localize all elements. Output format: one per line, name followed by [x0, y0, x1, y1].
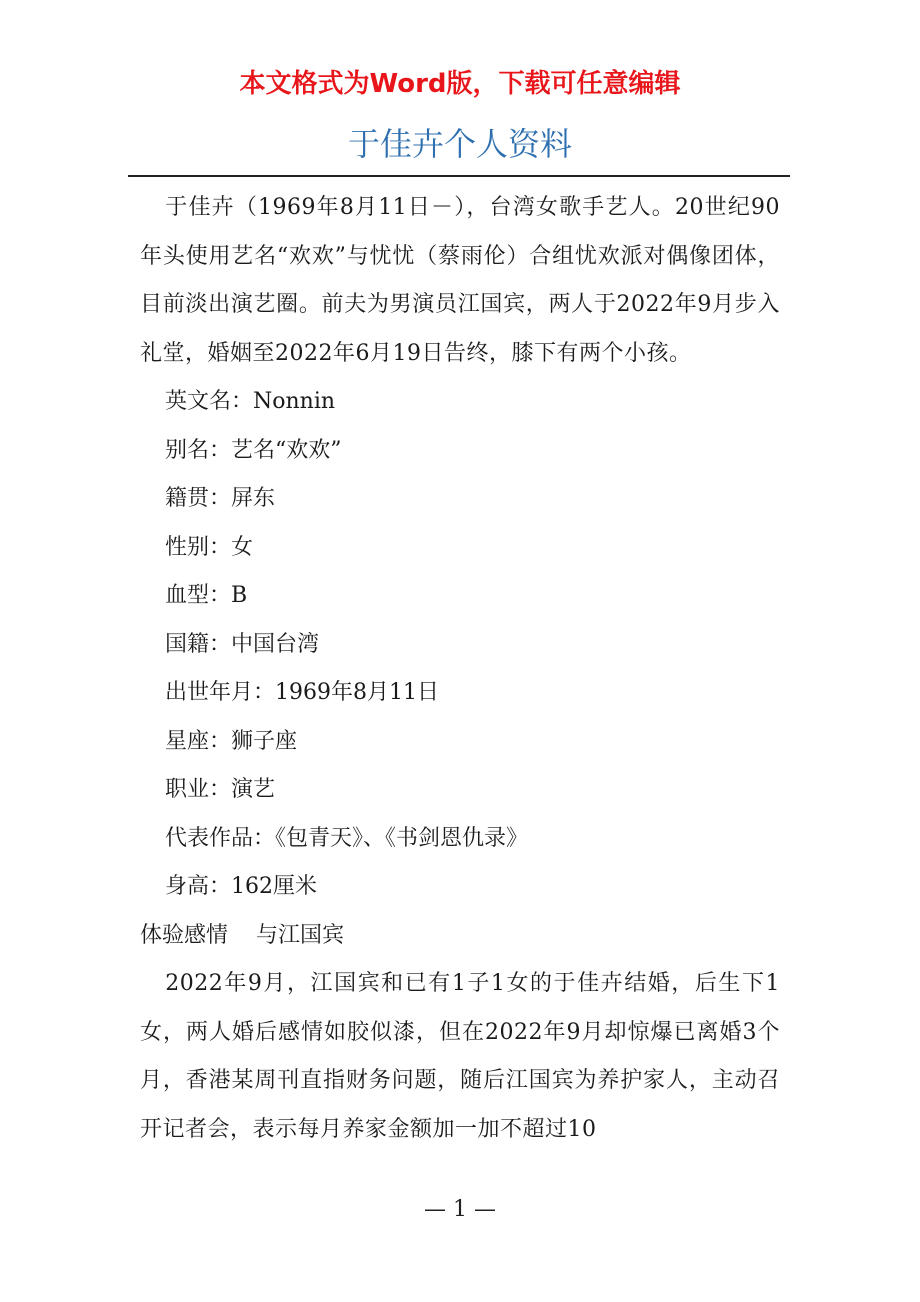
- section-paragraph: 2022年9月，江国宾和已有1子1女的于佳卉结婚，后生下1女，两人婚后感情如胶似漆，但在2022年9月却惊爆已离婚3个月，香港某周刊直指财务问题，随后江国宾为养护家人，主动召开记者会，表示每月养家金额加一加不超过10: [140, 971, 780, 1142]
- title-divider: [128, 175, 790, 177]
- field-birth-date: 出世年月：1969年8月11日: [165, 680, 439, 705]
- format-banner: 本文格式为Word版，下载可任意编辑: [239, 69, 681, 99]
- document-title: 于佳卉个人资料: [347, 125, 572, 163]
- field-english-name: 英文名：Nonnin: [165, 389, 336, 414]
- field-gender: 性别：女: [165, 534, 254, 560]
- field-works: 代表作品：《包青天》、《书剑恩仇录》: [165, 825, 529, 851]
- field-height: 身高：162厘米: [165, 874, 317, 899]
- field-nationality: 国籍：中国台湾: [165, 631, 320, 657]
- field-occupation: 职业：演艺: [165, 777, 276, 802]
- page-number: — 1 —: [424, 1197, 496, 1222]
- intro-paragraph: 于佳卉（1969年8月11日－），台湾女歌手艺人。20世纪90年头使用艺名“欢欢”与忧忧（蔡雨伦）合组忧欢派对偶像团体，目前淡出演艺圈。前夫为男演员江国宾，两人于2022年9月步入礼堂，婚姻至2022年6月19日告终，膝下有两个小孩。: [140, 195, 780, 366]
- field-hometown: 籍贯：屏东: [165, 486, 276, 511]
- section-heading: 体验感情 与江国宾: [140, 922, 344, 948]
- field-alias: 别名：艺名“欢欢”: [165, 437, 342, 463]
- field-blood-type: 血型：B: [165, 583, 248, 608]
- document-body: [140, 184, 780, 1154]
- field-zodiac: 星座：狮子座: [165, 728, 298, 754]
